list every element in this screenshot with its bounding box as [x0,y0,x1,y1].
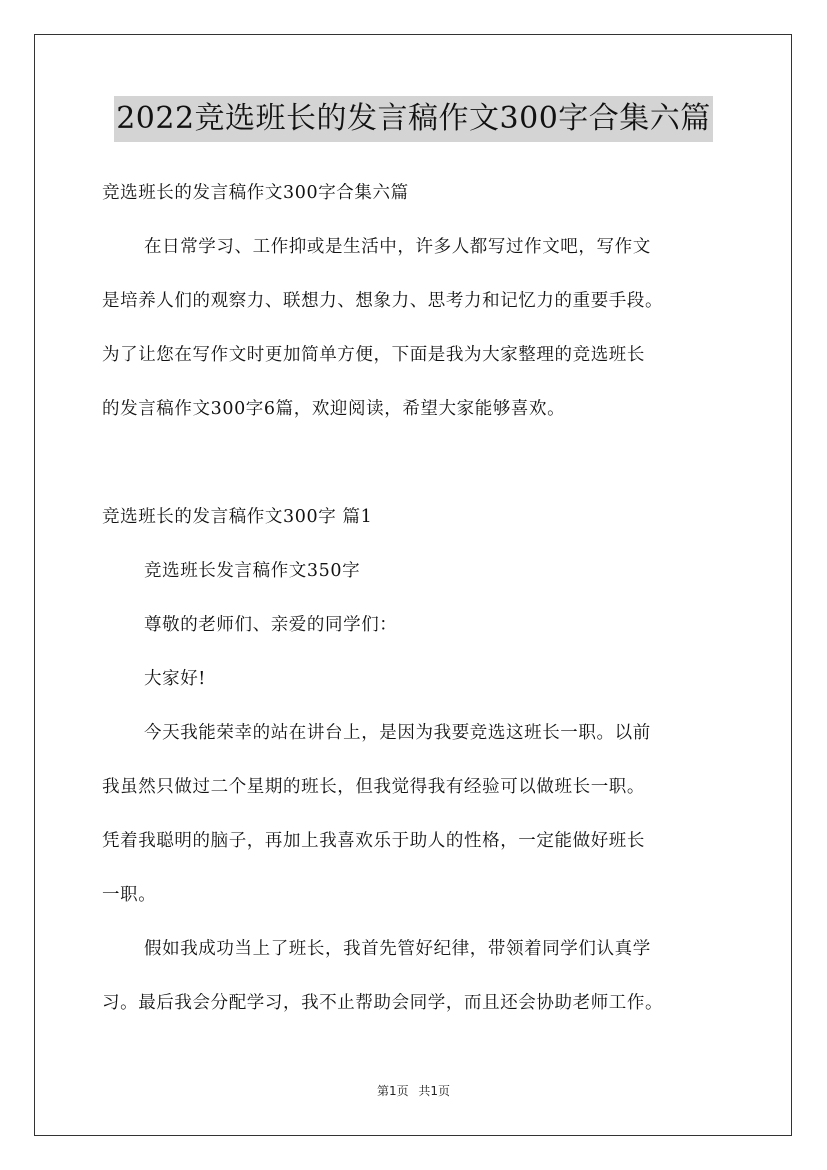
paragraph-2 [102,926,742,1034]
paragraph-line: 凭着我聪明的脑子，再加上我喜欢乐于助人的性格，一定能做好班长 [102,831,645,851]
intro-paragraph [102,224,742,440]
paragraph-line: 一职。 [102,885,157,905]
page-footer: 第1页 共1页 [376,1084,451,1098]
paragraph-line: 我虽然只做过二个星期的班长，但我觉得我有经验可以做班长一职。 [102,777,645,797]
document-body [102,170,742,1034]
intro-line: 在日常学习、工作抑或是生活中，许多人都写过作文吧，写作文 [144,237,651,257]
intro-line: 是培养人们的观察力、联想力、想象力、思考力和记忆力的重要手段。 [102,291,664,311]
section-heading: 竞选班长的发言稿作文300字 篇1 [102,507,373,527]
salutation: 尊敬的老师们、亲爱的同学们： [144,615,398,635]
intro-line: 为了让您在写作文时更加简单方便，下面是我为大家整理的竞选班长 [102,345,645,365]
paragraph-line: 假如我成功当上了班长，我首先管好纪律，带领着同学们认真学 [144,939,651,959]
paragraph-1 [102,710,742,926]
essay-title: 竞选班长发言稿作文350字 [144,561,361,581]
paragraph-line: 习。最后我会分配学习，我不止帮助会同学，而且还会协助老师工作。 [102,993,664,1013]
intro-line: 的发言稿作文300字6篇，欢迎阅读，希望大家能够喜欢。 [102,399,566,419]
document-title [0,96,827,142]
paragraph-line: 今天我能荣幸的站在讲台上，是因为我要竞选这班长一职。以前 [144,723,651,743]
blank-line [102,440,742,494]
document-title-text: 2022竞选班长的发言稿作文300字合集六篇 [114,96,713,142]
document-subtitle: 竞选班长的发言稿作文300字合集六篇 [102,183,409,203]
greeting: 大家好! [144,669,206,689]
